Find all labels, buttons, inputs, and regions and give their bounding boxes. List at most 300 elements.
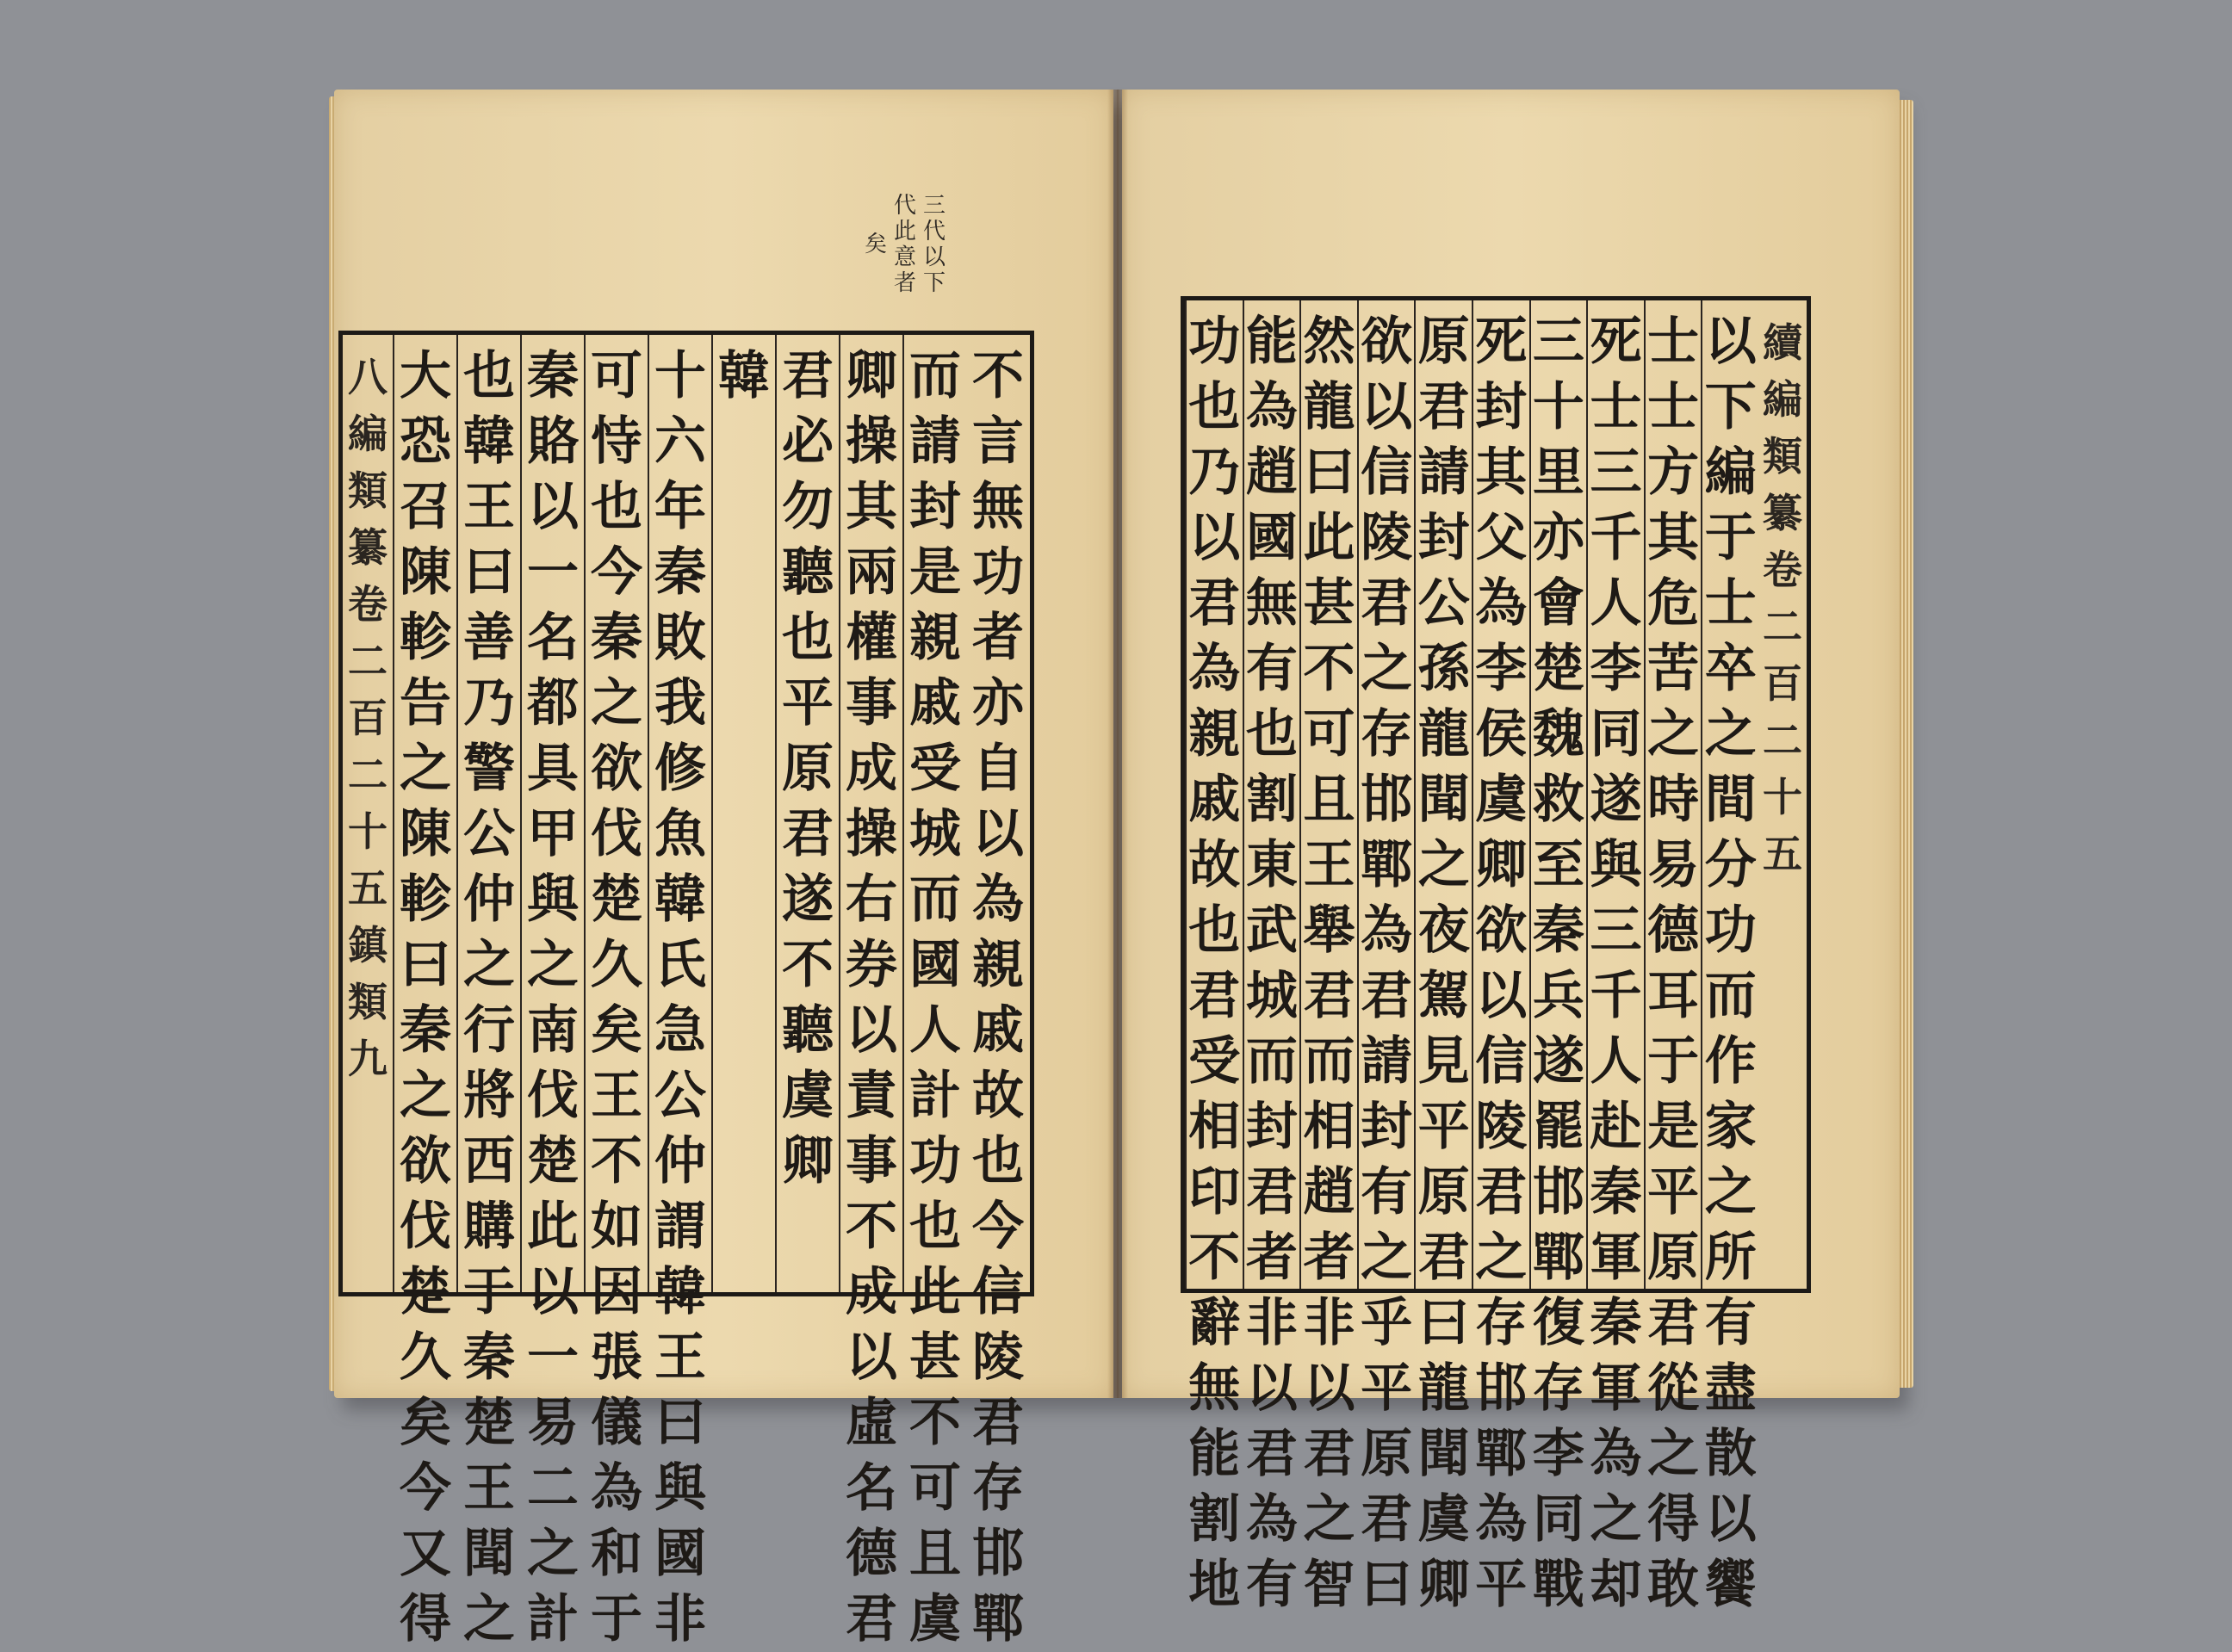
character: 以 — [972, 804, 1024, 864]
character: 具 — [527, 739, 579, 799]
character: 之 — [527, 1524, 579, 1584]
character: 以 — [1245, 1358, 1298, 1419]
character: 二 — [527, 1458, 579, 1519]
character: 龍 — [1417, 704, 1470, 764]
character: 鄲 — [1475, 1424, 1528, 1484]
character: 遂 — [1590, 770, 1642, 830]
character: 之 — [1704, 704, 1757, 764]
character: 陵 — [1475, 1097, 1528, 1157]
character: 三 — [1532, 312, 1584, 372]
character: 鄲 — [1361, 835, 1413, 895]
character: 卿 — [1475, 835, 1528, 895]
character: 王 — [654, 1327, 706, 1388]
character: 德 — [1647, 900, 1700, 961]
character: 也 — [1188, 900, 1241, 961]
character: 間 — [1704, 770, 1757, 830]
character: 德 — [846, 1524, 897, 1584]
character: 乎 — [1361, 1293, 1413, 1353]
character: 相 — [1303, 1097, 1355, 1157]
character: 平 — [782, 673, 834, 733]
character: 易 — [1647, 835, 1700, 895]
character: 平 — [1647, 1162, 1700, 1222]
character: 封 — [1475, 377, 1528, 437]
character: 能 — [1245, 312, 1298, 372]
character: 封 — [909, 477, 961, 537]
character: 楚 — [527, 1131, 579, 1191]
character: 之 — [1704, 1162, 1757, 1222]
character: 賂 — [527, 411, 579, 472]
character: 一 — [527, 1327, 579, 1388]
character: 得 — [1647, 1489, 1700, 1550]
character: 故 — [972, 1066, 1024, 1126]
character: 代 — [923, 219, 946, 244]
character: 駕 — [1417, 966, 1470, 1026]
character: 曰 — [463, 542, 515, 603]
character: 右 — [846, 869, 897, 930]
character: 以 — [1704, 312, 1757, 372]
character: 鎮 — [348, 922, 388, 968]
character: 十 — [654, 346, 706, 406]
character: 千 — [1590, 966, 1642, 1026]
character: 十 — [1763, 774, 1802, 820]
open-book — [334, 90, 1900, 1649]
character: 續 — [1763, 319, 1802, 366]
left-page — [334, 90, 1113, 1649]
text-column — [966, 335, 1030, 1649]
character: 王 — [463, 1458, 515, 1519]
character: 之 — [1303, 1489, 1355, 1550]
character: 于 — [1704, 508, 1757, 568]
character: 信 — [1475, 1031, 1528, 1092]
character: 其 — [1475, 442, 1528, 503]
character: 不 — [972, 346, 1024, 406]
character: 和 — [591, 1524, 642, 1584]
character: 卷 — [348, 581, 388, 628]
character: 乃 — [463, 673, 515, 733]
character: 李 — [1475, 639, 1528, 699]
character: 李 — [1532, 1424, 1584, 1484]
character: 同 — [1590, 704, 1642, 764]
character: 之 — [591, 673, 642, 733]
character: 君 — [1245, 1424, 1298, 1484]
character: 有 — [1704, 1293, 1757, 1353]
character: 之 — [1590, 1489, 1642, 1550]
character: 者 — [972, 608, 1024, 668]
character: 以 — [846, 1000, 897, 1061]
character: 韓 — [463, 411, 515, 472]
character: 有 — [1245, 1555, 1298, 1615]
character: 于 — [591, 1589, 642, 1649]
character: 陵 — [972, 1327, 1024, 1388]
character: 故 — [1188, 835, 1241, 895]
character: 軍 — [1590, 1358, 1642, 1419]
character: 却 — [1590, 1555, 1642, 1615]
character: 辭 — [1188, 1293, 1241, 1353]
character: 危 — [1647, 573, 1700, 634]
character: 王 — [1303, 835, 1355, 895]
character: 軫 — [400, 608, 451, 668]
character: 家 — [1704, 1097, 1757, 1157]
character: 類 — [348, 979, 388, 1025]
character: 君 — [782, 346, 834, 406]
character: 請 — [1361, 1031, 1413, 1092]
character: 鄲 — [972, 1589, 1024, 1649]
character: 之 — [1647, 1424, 1700, 1484]
character: 不 — [909, 1393, 961, 1453]
character: 不 — [591, 1131, 642, 1191]
character: 乃 — [1188, 442, 1241, 503]
character: 請 — [909, 411, 961, 472]
character: 君 — [1188, 573, 1241, 634]
character: 趙 — [1245, 442, 1298, 503]
character: 之 — [527, 935, 579, 995]
character: 君 — [1303, 1424, 1355, 1484]
character: 十 — [348, 808, 388, 855]
book-gutter — [1107, 90, 1128, 1398]
character: 自 — [972, 739, 1024, 799]
character: 纂 — [1763, 490, 1802, 536]
character: 矣 — [865, 232, 888, 257]
character: 今 — [400, 1458, 451, 1519]
character: 君 — [1647, 1293, 1700, 1353]
character: 九 — [348, 1036, 388, 1082]
character: 盡 — [1704, 1358, 1757, 1419]
text-column — [584, 335, 648, 1649]
character: 孫 — [1417, 639, 1470, 699]
character: 原 — [1417, 312, 1470, 372]
character: 之 — [1475, 1228, 1528, 1288]
character: 韓 — [718, 346, 770, 406]
character: 之 — [400, 739, 451, 799]
text-column — [1357, 300, 1415, 1615]
character: 張 — [591, 1327, 642, 1388]
character: 意 — [894, 244, 917, 270]
character: 責 — [846, 1066, 897, 1126]
character: 也 — [909, 1197, 961, 1257]
character: 甲 — [527, 804, 579, 864]
character: 修 — [654, 739, 706, 799]
character: 原 — [782, 739, 834, 799]
character: 下 — [1704, 377, 1757, 437]
text-column — [520, 335, 584, 1649]
character: 有 — [1361, 1162, 1413, 1222]
character: 其 — [1647, 508, 1700, 568]
text-column — [775, 335, 839, 1292]
text-column — [1586, 300, 1644, 1615]
character: 王 — [591, 1066, 642, 1126]
character: 二 — [348, 752, 388, 798]
character: 將 — [463, 1066, 515, 1126]
character: 而 — [1245, 1031, 1298, 1092]
character: 名 — [527, 608, 579, 668]
character: 君 — [972, 1393, 1024, 1453]
character: 二 — [348, 638, 388, 684]
character: 與 — [1590, 835, 1642, 895]
character: 韓 — [654, 1262, 706, 1322]
character: 敢 — [1647, 1555, 1700, 1615]
character: 恐 — [400, 411, 451, 472]
character: 南 — [527, 1000, 579, 1061]
character: 欲 — [1361, 312, 1413, 372]
character: 為 — [1361, 900, 1413, 961]
character: 而 — [909, 869, 961, 930]
character: 封 — [1417, 508, 1470, 568]
character: 功 — [1188, 312, 1241, 372]
character: 不 — [782, 935, 834, 995]
character: 而 — [1303, 1031, 1355, 1092]
character: 編 — [348, 411, 388, 457]
character: 之 — [463, 935, 515, 995]
text-column — [1299, 300, 1357, 1615]
character: 方 — [1647, 442, 1700, 503]
character: 受 — [909, 739, 961, 799]
character: 原 — [1647, 1228, 1700, 1288]
character: 遂 — [1532, 1031, 1584, 1092]
character: 其 — [846, 477, 897, 537]
character: 類 — [1763, 433, 1802, 480]
character: 救 — [1532, 770, 1584, 830]
character: 平 — [1361, 1358, 1413, 1419]
character: 百 — [1763, 660, 1802, 707]
character: 公 — [1417, 573, 1470, 634]
character: 矣 — [400, 1393, 451, 1453]
character: 又 — [400, 1524, 451, 1584]
annotation-line — [865, 232, 887, 257]
character: 警 — [463, 739, 515, 799]
character: 不 — [846, 1197, 897, 1257]
character: 矣 — [591, 1000, 642, 1061]
character: 者 — [894, 270, 917, 296]
character: 千 — [1590, 508, 1642, 568]
character: 地 — [1188, 1555, 1241, 1615]
character: 時 — [1647, 770, 1700, 830]
character: 戰 — [1532, 1555, 1584, 1615]
character: 邯 — [1532, 1162, 1584, 1222]
character: 編 — [1763, 376, 1802, 423]
character: 信 — [972, 1262, 1024, 1322]
character: 君 — [1417, 377, 1470, 437]
character: 存 — [1532, 1358, 1584, 1419]
character: 秦 — [1590, 1162, 1642, 1222]
character: 秦 — [463, 1327, 515, 1388]
character: 之 — [1361, 639, 1413, 699]
text-column — [648, 335, 711, 1649]
character: 曰 — [1361, 1555, 1413, 1615]
character: 以 — [1704, 1489, 1757, 1550]
character: 敗 — [654, 608, 706, 668]
character: 死 — [1590, 312, 1642, 372]
text-column — [1472, 300, 1529, 1615]
character: 以 — [1361, 377, 1413, 437]
character: 以 — [527, 477, 579, 537]
character: 城 — [909, 804, 961, 864]
character: 亦 — [1532, 508, 1584, 568]
character: 士 — [1704, 573, 1757, 634]
character: 仲 — [463, 869, 515, 930]
character: 編 — [1704, 442, 1757, 503]
left-text-frame — [338, 331, 1034, 1649]
character: 君 — [1475, 1162, 1528, 1222]
character: 死 — [1475, 312, 1528, 372]
character: 都 — [527, 673, 579, 733]
character: 不 — [1303, 639, 1355, 699]
character: 為 — [591, 1458, 642, 1519]
character: 虞 — [1475, 770, 1528, 830]
top-annotation — [861, 193, 949, 296]
text-column — [711, 335, 775, 1292]
character: 欲 — [400, 1131, 451, 1191]
character: 虞 — [782, 1066, 834, 1126]
character: 人 — [1590, 573, 1642, 634]
character: 者 — [1245, 1228, 1298, 1288]
text-column — [902, 335, 966, 1649]
character: 欲 — [1475, 900, 1528, 961]
character: 與 — [654, 1458, 706, 1519]
character: 人 — [1590, 1031, 1642, 1092]
character: 士 — [1590, 377, 1642, 437]
character: 平 — [1475, 1555, 1528, 1615]
character: 急 — [654, 1000, 706, 1061]
character: 也 — [591, 477, 642, 537]
character: 見 — [1417, 1031, 1470, 1092]
character: 購 — [463, 1197, 515, 1257]
character: 五 — [348, 865, 388, 912]
character: 計 — [527, 1589, 579, 1649]
character: 年 — [654, 477, 706, 537]
character: 從 — [1647, 1358, 1700, 1419]
character: 趙 — [1303, 1162, 1355, 1222]
character: 無 — [1245, 573, 1298, 634]
character: 秦 — [654, 542, 706, 603]
character: 六 — [654, 411, 706, 472]
character: 饗 — [1704, 1555, 1757, 1615]
character: 信 — [1361, 442, 1413, 503]
character: 之 — [463, 1589, 515, 1649]
character: 為 — [1245, 1489, 1298, 1550]
character: 告 — [400, 673, 451, 733]
character: 卿 — [846, 346, 897, 406]
character: 為 — [1475, 573, 1528, 634]
character: 封 — [1361, 1097, 1413, 1157]
character: 為 — [1188, 639, 1241, 699]
character: 成 — [846, 1262, 897, 1322]
character: 功 — [1704, 900, 1757, 961]
character: 得 — [400, 1589, 451, 1649]
character: 三 — [1590, 442, 1642, 503]
character: 兵 — [1532, 966, 1584, 1026]
character: 今 — [972, 1197, 1024, 1257]
character: 存 — [1361, 704, 1413, 764]
character: 鄲 — [1532, 1228, 1584, 1288]
character: 楚 — [463, 1393, 515, 1453]
character: 之 — [1417, 835, 1470, 895]
character: 此 — [894, 219, 917, 244]
character: 三 — [923, 193, 946, 219]
character: 卿 — [782, 1131, 834, 1191]
character: 也 — [782, 608, 834, 668]
character: 君 — [1417, 1228, 1470, 1288]
character: 善 — [463, 608, 515, 668]
character: 虛 — [846, 1393, 897, 1453]
character: 秦 — [591, 608, 642, 668]
character: 相 — [1188, 1097, 1241, 1157]
character: 非 — [1245, 1293, 1298, 1353]
character: 李 — [1590, 639, 1642, 699]
character: 楚 — [1532, 639, 1584, 699]
character: 楚 — [400, 1262, 451, 1322]
character: 久 — [591, 935, 642, 995]
character: 可 — [591, 346, 642, 406]
character: 原 — [1417, 1162, 1470, 1222]
character: 舉 — [1303, 900, 1355, 961]
character: 秦 — [1590, 1293, 1642, 1353]
text-column — [456, 335, 520, 1649]
character: 東 — [1245, 835, 1298, 895]
character: 秦 — [1532, 900, 1584, 961]
character: 行 — [463, 1000, 515, 1061]
character: 割 — [1188, 1489, 1241, 1550]
character: 虞 — [1417, 1489, 1470, 1550]
character: 以 — [923, 244, 946, 270]
character: 亦 — [972, 673, 1024, 733]
character: 伐 — [527, 1066, 579, 1126]
character: 戚 — [1188, 770, 1241, 830]
character: 以 — [846, 1327, 897, 1388]
character: 二 — [1763, 717, 1802, 764]
character: 也 — [1188, 377, 1241, 437]
character: 事 — [846, 673, 897, 733]
text-column — [1243, 300, 1300, 1615]
character: 聞 — [1417, 1424, 1470, 1484]
character: 卒 — [1704, 639, 1757, 699]
text-column — [1529, 300, 1587, 1615]
character: 卷 — [1763, 547, 1802, 593]
character: 智 — [1303, 1555, 1355, 1615]
character: 父 — [1475, 508, 1528, 568]
character: 親 — [1188, 704, 1241, 764]
character: 如 — [591, 1197, 642, 1257]
character: 百 — [348, 695, 388, 741]
character: 兩 — [846, 542, 897, 603]
character: 罷 — [1532, 1097, 1584, 1157]
character: 君 — [1361, 966, 1413, 1026]
character: 二 — [1763, 603, 1802, 650]
character: 散 — [1704, 1424, 1757, 1484]
character: 武 — [1245, 900, 1298, 961]
character: 非 — [654, 1589, 706, 1649]
character: 無 — [1188, 1358, 1241, 1419]
character: 三 — [1590, 900, 1642, 961]
character: 楚 — [591, 869, 642, 930]
character: 曰 — [400, 935, 451, 995]
character: 邯 — [972, 1524, 1024, 1584]
character: 存 — [972, 1458, 1024, 1519]
character: 者 — [1303, 1228, 1355, 1288]
character: 五 — [1763, 831, 1802, 877]
character: 也 — [1245, 704, 1298, 764]
character: 此 — [527, 1197, 579, 1257]
character: 曰 — [1303, 442, 1355, 503]
character: 此 — [909, 1262, 961, 1322]
character: 仲 — [654, 1131, 706, 1191]
character: 割 — [1245, 770, 1298, 830]
character: 受 — [1188, 1031, 1241, 1092]
annotation-line — [923, 193, 946, 296]
character: 為 — [972, 869, 1024, 930]
character: 下 — [923, 270, 946, 296]
character: 也 — [463, 346, 515, 406]
character: 邯 — [1475, 1358, 1528, 1419]
